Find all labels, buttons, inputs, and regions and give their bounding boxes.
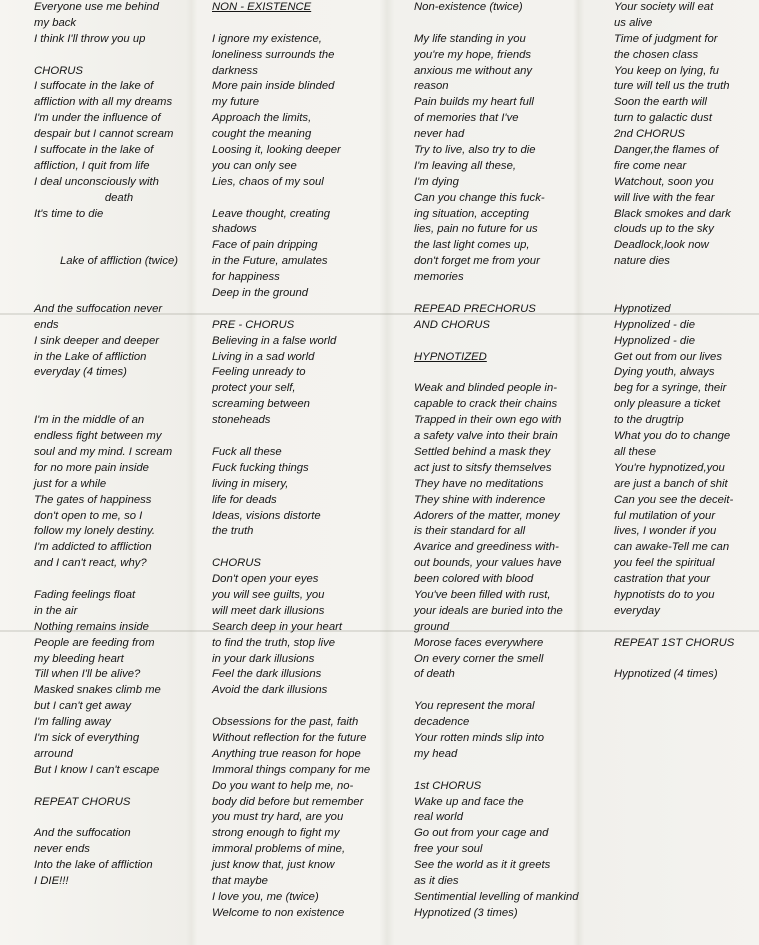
lyric-line: Lies, chaos of my soul [212,175,324,188]
lyric-line: loneliness surrounds the [212,48,335,61]
lyric-line: living in misery, [212,477,289,490]
lyric-line: Soon the earth will [614,96,707,109]
lyric-line [34,381,204,397]
lyric-line: you must try hard, are you [212,811,344,824]
lyric-line: to find the truth, stop live [212,636,336,649]
lyric-line: will meet dark illusions [212,604,325,617]
lyric-line: HYPNOTIZED [414,350,487,363]
lyric-line: But I know I can't escape [34,763,160,776]
lyric-line: Trapped in their own ego with [414,414,562,427]
lyric-line: Hypnolized - die [614,318,696,331]
lyric-line: I'm sick of everything [34,731,140,744]
lyric-line: don't forget me from your [414,255,540,268]
lyric-line: shadows [212,223,257,236]
lyric-line: can awake-Tell me can [614,541,730,554]
lyric-line [212,302,390,318]
lyric-line: Feeling unready to [212,366,306,379]
lyric-line: I sink deeper and deeper [34,334,159,347]
lyric-line: the last light comes up, [414,239,530,252]
lyric-line [414,334,596,350]
lyric-line: beg for a syringe, their [614,382,727,395]
lyric-line: You're hypnotized,you [614,461,725,474]
lyric-line: I think I'll throw you up [34,32,146,45]
lyric-line: Morose faces everywhere [414,636,544,649]
lyric-line: I'm falling away [34,716,111,729]
lyric-line: And the suffocation never [34,302,163,315]
lyric-line: Wake up and face the [414,795,524,808]
lyric-line: Your society will eat [614,1,714,13]
lyric-line: don't open to me, so I [34,509,143,522]
lyric-line: Nothing remains inside [34,620,149,633]
lyric-line: Search deep in your heart [212,620,342,633]
lyric-line: They have no meditations [414,477,544,490]
lyric-line [212,191,390,207]
lyric-line: You've been filled with rust, [414,588,551,601]
lyric-line: I deal unconsciously with [34,175,159,188]
lyric-line: you're my hope, friends [414,48,532,61]
lyric-line: You represent the moral [414,700,535,713]
lyric-line: everyday [614,604,660,617]
lyric-line: Fading feelings float [34,588,136,601]
lyric-line: Danger,the flames of [614,144,719,157]
lyric-line: Immoral things company for me [212,763,371,776]
lyric-line: Face of pain dripping [212,239,318,252]
lyric-line: I'm addicted to affliction [34,541,152,554]
lyric-line: lies, pain no future for us [414,223,538,236]
lyric-line: It's time to die [34,207,104,220]
lyric-line: soul and my mind. I scream [34,445,173,458]
lyric-line: ends [34,318,59,331]
lyric-line: real world [414,811,463,824]
lyric-line: never had [414,128,465,141]
lyric-line: They shine with inderence [414,493,546,506]
lyric-line [614,286,754,302]
lyric-line: Don't open your eyes [212,573,319,586]
lyric-line: CHORUS [212,557,261,570]
lyric-line: Weak and blinded people in- [414,382,557,395]
lyric-line: I'm under the influence of [34,112,161,125]
lyric-line: Adorers of the matter, money [414,509,560,522]
lyric-line: 2nd CHORUS [614,128,685,141]
lyric-line: I ignore my existence, [212,32,322,45]
lyric-line [614,652,754,668]
lyric-line: and I can't react, why? [34,557,147,570]
lyric-line [34,572,204,588]
lyric-line: act just to sitsfy themselves [414,461,552,474]
lyric-line: anxious me without any [414,64,533,77]
lyrics-column-non-existence [212,0,390,945]
lyric-line: castration that your [614,573,711,586]
lyric-line [34,222,204,238]
lyric-line: Time of judgment for [614,32,718,45]
lyric-line: Hypnolized - die [614,334,696,347]
lyric-line: You keep on lying, fu [614,64,719,77]
lyric-line: my bleeding heart [34,652,124,665]
lyric-line: Dying youth, always [614,366,715,379]
lyric-line: immoral problems of mine, [212,843,346,856]
lyric-line: Can you change this fuck- [414,191,545,204]
lyric-line: Watchout, soon you [614,175,714,188]
lyric-line [414,286,596,302]
lyric-line: Living in a sad world [212,350,315,363]
lyric-line: clouds up to the sky [614,223,714,236]
lyric-line: affliction, I quit from life [34,159,150,172]
lyric-line: REPEAD PRECHORUS [414,302,536,315]
lyric-line: Ideas, visions distorte [212,509,321,522]
lyric-line: stoneheads [212,414,271,427]
lyric-line: will live with the fear [614,191,715,204]
lyric-line: you can only see [212,159,297,172]
lyric-line: you will see guilts, you [212,588,325,601]
lyric-line: follow my lonely destiny. [34,525,155,538]
lyric-line [34,286,204,302]
lyric-line: Into the lake of affliction [34,859,153,872]
lyric-line: The gates of happiness [34,493,152,506]
lyric-line: Till when I'll be alive? [34,668,141,681]
lyric-line [414,365,596,381]
lyric-line: Hypnotized (4 times) [614,668,718,681]
lyric-line: I suffocate in the lake of [34,144,154,157]
lyric-line: Go out from your cage and [414,827,549,840]
lyric-line [414,763,596,779]
lyric-line: Hypnotized [614,302,671,315]
lyric-line [212,16,390,32]
lyric-line: Obsessions for the past, faith [212,716,359,729]
lyric-line: decadence [414,716,470,729]
lyric-line: Black smokes and dark [614,207,731,220]
lyric-line: all these [614,445,657,458]
lyric-line: as it dies [414,874,459,887]
lyric-line: ture will tell us the truth [614,80,730,93]
lyric-line: Lake of affliction (twice) [59,255,179,268]
lyric-line [34,238,204,254]
lyric-line: I'm leaving all these, [414,159,516,172]
lyric-line [212,429,390,445]
lyric-line: of memories that I've [414,112,519,125]
lyrics-column-hypnotized [414,0,596,945]
lyric-line: Try to live, also try to die [414,144,536,157]
lyric-line [34,810,204,826]
lyric-line: On every corner the smell [414,652,544,665]
lyric-line: turn to galactic dust [614,112,712,125]
lyric-line: Fuck all these [212,445,282,458]
lyric-line: AND CHORUS [414,318,490,331]
lyric-line: Masked snakes climb me [34,684,161,697]
lyric-line: been colored with blood [414,573,534,586]
lyric-line: body did before but remember [212,795,364,808]
lyric-line: my future [212,96,260,109]
lyric-line: Non-existence (twice) [414,1,523,13]
lyric-line: See the world as it it greets [414,859,551,872]
lyric-line: lives, I wonder if you [614,525,717,538]
lyric-line: in your dark illusions [212,652,315,665]
lyric-line: Sentimential levelling of mankind [414,890,579,903]
lyric-line: just for a while [34,477,107,490]
lyric-line: my back [34,16,77,29]
lyric-line: I DIE!!! [34,874,69,887]
lyric-line: never ends [34,843,90,856]
lyric-line: your ideals are buried into the [414,604,563,617]
lyric-line: of death [414,668,455,681]
lyric-line: And the suffocation [34,827,131,840]
lyric-line: 1st CHORUS [414,779,482,792]
lyric-line [34,48,204,64]
lyric-line: everyday (4 times) [34,366,127,379]
lyric-line: People are feeding from [34,636,155,649]
lyric-line: ground [414,620,450,633]
lyric-line: Avarice and greediness with- [414,541,559,554]
lyric-line [34,270,204,286]
lyric-line: I suffocate in the lake of [34,80,154,93]
lyric-line: my head [414,747,458,760]
lyric-line: life for deads [212,493,277,506]
lyric-line: are just a banch of shit [614,477,728,490]
lyric-line [212,540,390,556]
lyric-line: Deadlock,look now [614,239,709,252]
lyric-line: Hypnotized (3 times) [414,906,518,919]
lyric-line: Can you see the deceit- [614,493,734,506]
lyric-line: Welcome to non existence [212,906,345,919]
lyric-line: REPEAT CHORUS [34,795,131,808]
lyric-line: darkness [212,64,258,77]
lyric-line: ful mutilation of your [614,509,716,522]
lyric-line: only pleasure a ticket [614,398,721,411]
lyric-line: the truth [212,525,254,538]
lyric-line: Avoid the dark illusions [212,684,328,697]
lyric-line: endless fight between my [34,430,162,443]
lyric-line: Approach the limits, [212,112,312,125]
lyric-line: for no more pain inside [34,461,149,474]
lyric-line [614,620,754,636]
lyric-line: reason [414,80,449,93]
lyric-line: Without reflection for the future [212,731,367,744]
lyric-line: protect your self, [212,382,296,395]
lyric-line [212,699,390,715]
lyric-line: PRE - CHORUS [212,318,295,331]
lyric-line: in the air [34,604,78,617]
lyric-line: to the drugtrip [614,414,684,427]
lyric-line: My life standing in you [414,32,526,45]
lyric-line: in the Future, amulates [212,255,328,268]
lyric-line: arround [34,747,73,760]
lyric-line: I'm in the middle of an [34,414,145,427]
lyric-line [414,683,596,699]
lyric-line: I'm dying [414,175,459,188]
lyric-line: for happiness [212,271,280,284]
lyric-line: Loosing it, looking deeper [212,144,341,157]
lyric-line: fire come near [614,159,687,172]
lyrics-column-hypnotized-cont [614,0,754,945]
lyric-line: Fuck fucking things [212,461,309,474]
lyric-line: CHORUS [34,64,83,77]
lyric-line: in the Lake of affliction [34,350,147,363]
lyric-line: Do you want to help me, no- [212,779,354,792]
lyric-line: you feel the spiritual [614,557,715,570]
lyric-line: affliction with all my dreams [34,96,173,109]
lyric-line: Your rotten minds slip into [414,731,544,744]
lyric-line: capable to crack their chains [414,398,558,411]
lyric-line: screaming between [212,398,310,411]
lyric-line: cought the meaning [212,128,312,141]
lyrics-column-lake-of-affliction [34,0,204,945]
lyric-line: Leave thought, creating [212,207,331,220]
lyric-line: just know that, just know [212,859,335,872]
lyric-line [34,779,204,795]
lyric-line: but I can't get away [34,700,131,713]
lyric-line: Pain builds my heart full [414,96,534,109]
lyric-line: that maybe [212,874,268,887]
lyric-line: free your soul [414,843,483,856]
lyric-line: a safety valve into their brain [414,430,558,443]
lyric-line: the chosen class [614,48,699,61]
lyric-line: NON - EXISTENCE [212,1,312,13]
lyric-line: Believing in a false world [212,334,337,347]
lyric-line: out bounds, your values have [414,557,562,570]
lyric-line: is their standard for all [414,525,526,538]
lyric-line [414,16,596,32]
lyric-line: us alive [614,16,653,29]
lyric-line: hypnotists do to you [614,588,715,601]
lyric-line: despair but I cannot scream [34,128,174,141]
lyric-line [614,270,754,286]
lyric-line: Deep in the ground [212,287,309,300]
lyric-line: strong enough to fight my [212,827,340,840]
lyric-line: I love you, me (twice) [212,890,319,903]
lyric-line: ing situation, accepting [414,207,529,220]
lyric-line: death [104,191,134,204]
lyric-line: More pain inside blinded [212,80,335,93]
lyric-line: Settled behind a mask they [414,445,551,458]
lyric-line: Anything true reason for hope [212,747,361,760]
lyric-line: Get out from our lives [614,350,722,363]
lyric-line: nature dies [614,255,670,268]
lyric-line: What you do to change [614,430,731,443]
lyric-line [34,397,204,413]
lyric-line: REPEAT 1ST CHORUS [614,636,735,649]
lyric-line: memories [414,271,464,284]
lyric-line: Feel the dark illusions [212,668,322,681]
lyric-line: Everyone use me behind [34,1,159,13]
